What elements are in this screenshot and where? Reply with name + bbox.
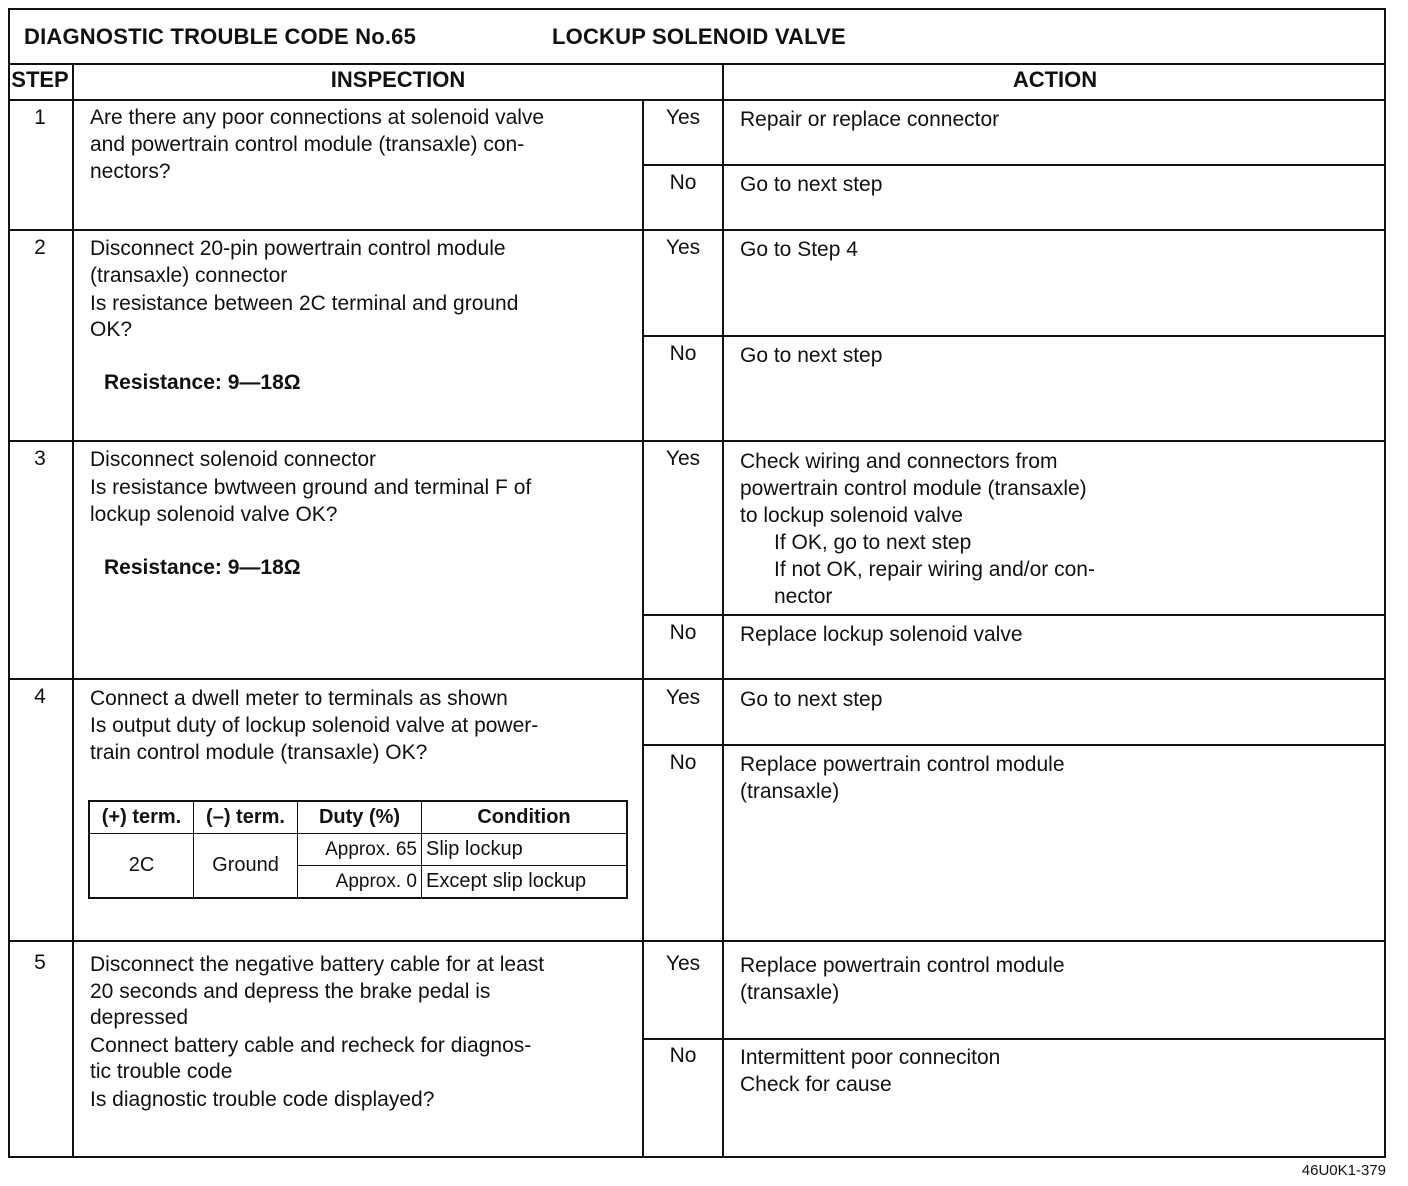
minus-term-value: Ground: [194, 834, 298, 899]
yes-label: Yes: [665, 447, 701, 470]
rule-step4-yes: [643, 744, 1386, 746]
action-line: Replace powertrain control module: [740, 954, 1065, 977]
rule-step2-yes: [643, 335, 1386, 337]
inspection-line: Disconnect 20-pin powertrain control module: [90, 237, 506, 260]
action-subline: If not OK, repair wiring and/or con-: [774, 558, 1095, 581]
no-label: No: [669, 621, 697, 644]
action-line: powertrain control module (transaxle): [740, 477, 1087, 500]
condition-value: Slip lockup: [422, 834, 628, 866]
rule-step1-bottom: [8, 229, 1386, 231]
plus-term-value: 2C: [89, 834, 194, 899]
no-label: No: [669, 171, 697, 194]
inspection-line: Is resistance bwtween ground and terminal F of: [90, 476, 532, 499]
figure-code: 46U0K1-379: [1301, 1162, 1386, 1179]
inspection-line: Is diagnostic trouble code displayed?: [90, 1088, 435, 1111]
action-line: (transaxle): [740, 780, 840, 803]
rule-header-bottom: [8, 99, 1386, 101]
inspection-line: Disconnect the negative battery cable for at least: [90, 953, 545, 976]
duty-table-header-row: [89, 801, 627, 834]
inspection-line: nectors?: [90, 160, 171, 183]
action-line: Replace powertrain control module: [740, 753, 1065, 776]
no-label: No: [669, 751, 697, 774]
inspection-line: Connect battery cable and recheck for diagnos-: [90, 1034, 532, 1057]
inspection-line: Disconnect solenoid connector: [90, 448, 377, 471]
rule-action-col: [722, 63, 724, 1158]
step-number: 5: [34, 951, 46, 974]
action-line: Repair or replace connector: [740, 108, 1000, 131]
header-step: STEP: [11, 67, 69, 92]
col-minus-term: (–) term.: [194, 801, 298, 834]
step-number: 1: [34, 106, 46, 129]
action-line: Go to next step: [740, 688, 883, 711]
rule-step4-bottom: [8, 940, 1386, 942]
rule-step5-yes: [643, 1038, 1386, 1040]
resistance-spec: Resistance: 9—18Ω: [104, 556, 301, 579]
rule-step-col: [72, 63, 74, 1158]
condition-value: Except slip lockup: [422, 866, 628, 899]
action-line: Replace lockup solenoid valve: [740, 623, 1023, 646]
action-line: Intermittent poor conneciton: [740, 1046, 1001, 1069]
inspection-line: (transaxle) connector: [90, 264, 288, 287]
action-line: to lockup solenoid valve: [740, 504, 963, 527]
duty-table: [88, 800, 628, 899]
no-label: No: [669, 342, 697, 365]
rule-step3-bottom: [8, 678, 1386, 680]
yes-label: Yes: [665, 106, 701, 129]
action-line: Check wiring and connectors from: [740, 450, 1058, 473]
col-duty: Duty (%): [298, 801, 422, 834]
table-row: [89, 834, 627, 866]
inspection-line: Connect a dwell meter to terminals as shown: [90, 687, 508, 710]
action-line: Go to next step: [740, 344, 883, 367]
inspection-line: Is resistance between 2C terminal and ground: [90, 292, 519, 315]
step-number: 3: [34, 447, 46, 470]
no-label: No: [669, 1044, 697, 1067]
col-plus-term: (+) term.: [89, 801, 194, 834]
action-line: Go to Step 4: [740, 238, 858, 261]
inspection-line: tic trouble code: [90, 1060, 233, 1083]
inspection-line: depressed: [90, 1006, 189, 1029]
inspection-line: train control module (transaxle) OK?: [90, 741, 428, 764]
inspection-line: lockup solenoid valve OK?: [90, 503, 338, 526]
header-inspection: INSPECTION: [330, 67, 466, 92]
action-subline: nector: [774, 585, 833, 608]
header-action: ACTION: [1012, 67, 1098, 92]
duty-value: Approx. 0: [298, 866, 422, 899]
action-line: Check for cause: [740, 1073, 892, 1096]
duty-value: Approx. 65: [298, 834, 422, 866]
rule-step2-bottom: [8, 440, 1386, 442]
rule-step1-yes: [643, 164, 1386, 166]
page-subtitle: LOCKUP SOLENOID VALVE: [552, 24, 846, 49]
resistance-spec: Resistance: 9—18Ω: [104, 371, 301, 394]
page-title: DIAGNOSTIC TROUBLE CODE No.65: [24, 24, 417, 49]
yes-label: Yes: [665, 236, 701, 259]
inspection-line: 20 seconds and depress the brake pedal is: [90, 980, 491, 1003]
inspection-line: and powertrain control module (transaxle) con-: [90, 133, 525, 156]
yes-label: Yes: [665, 952, 701, 975]
inspection-line: Are there any poor connections at solenoid valve: [90, 106, 545, 129]
action-line: (transaxle): [740, 981, 840, 1004]
inspection-line: Is output duty of lockup solenoid valve at power-: [90, 714, 539, 737]
rule-title-bottom: [8, 63, 1386, 65]
step-number: 4: [34, 685, 46, 708]
rule-step3-yes: [643, 614, 1386, 616]
action-subline: If OK, go to next step: [774, 531, 972, 554]
yes-label: Yes: [665, 686, 701, 709]
inspection-line: OK?: [90, 318, 133, 341]
action-line: Go to next step: [740, 173, 883, 196]
step-number: 2: [34, 236, 46, 259]
col-condition: Condition: [422, 801, 628, 834]
